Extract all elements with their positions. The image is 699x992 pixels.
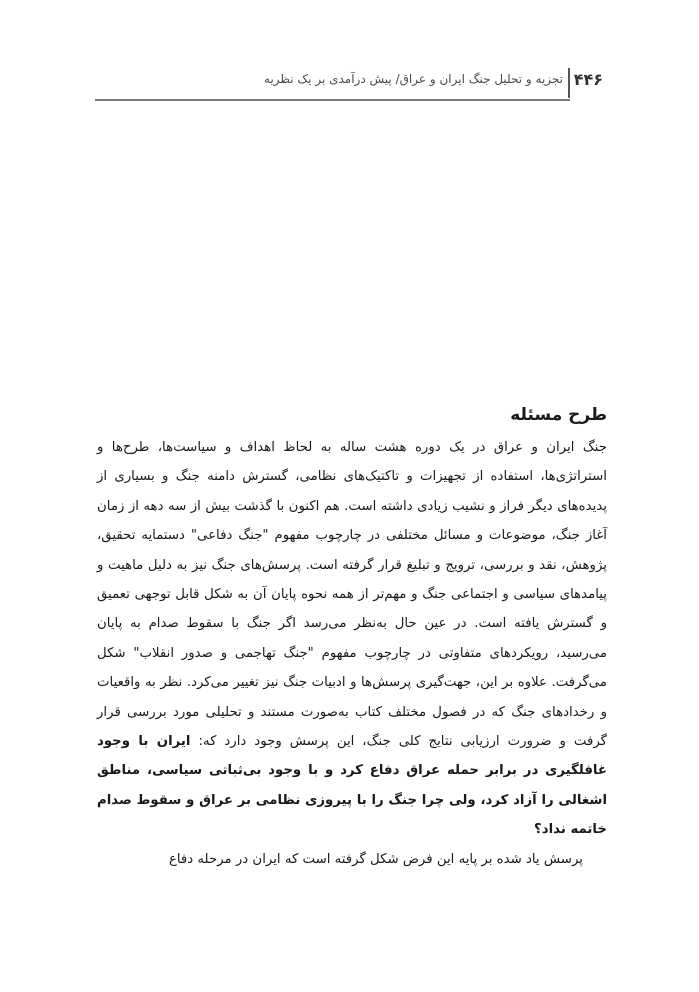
page-content xyxy=(97,400,607,874)
running-title: تجزیه و تحلیل جنگ ایران و عراق/ پیش درآمدی بر یک نظریه xyxy=(264,72,563,86)
header-rule xyxy=(95,99,570,101)
research-question: ایران با وجود غافلگیری در برابر حمله عراق دفاع کرد و با وجود بی‌ثباتی سیاسی، مناطق اشغالی را آزاد کرد، ولی چرا جنگ را با پیروزی نظامی بر عراق و سقوط صدام خاتمه نداد؟ xyxy=(97,734,607,838)
body-paragraph xyxy=(97,433,607,845)
page-number: ۴۴۶ xyxy=(573,70,603,89)
paragraph-text: جنگ ایران و عراق در یک دوره هشت ساله به لحاظ اهداف و سیاست‌ها، طرح‌ها و استراتژی‌ها، استفاده از تجهیزات و تاکتیک‌های نظامی، گسترش دامنه جنگ و بسیاری از پدیده‌های دیگر فراز و نشیب زیادی داشته است. هم اکنون با گذشت بیش از سه دهه از زمان آغاز جنگ، موضوعات و مسائل مختلفی در چارچوب مفهوم "جنگ دفاعی" دستمایه تحقیق، پژوهش، نقد و بررسی، ترویج و تبلیغ قرار گرفته است. پرسش‌های جنگ نیز به دلیل ماهیت و پیامدهای سیاسی و اجتماعی جنگ و مهم‌تر از همه نحوه پایان آن به شکل قابل توجهی تعمیق و گسترش یافته است. در عین حال به‌نظر می‌رسد اگر جنگ با سقوط صدام به پایان می‌رسید، رویکردهای متفاوتی در چارچوب مفهوم "جنگ تهاجمی و صدور انقلاب" شکل می‌گرفت. علاوه بر این، جهت‌گیری پرسش‌ها و ادبیات جنگ نیز تغییر می‌کرد. نظر به واقعیات و رخدادهای جنگ که در فصول مختلف کتاب به‌صورت مستند و تحلیلی مورد بررسی قرار گرفت و ضرورت ارزیابی نتایج کلی جنگ، این پرسش وجود دارد که: xyxy=(97,440,608,750)
running-header xyxy=(95,58,607,102)
section-title: طرح مسئله xyxy=(510,405,607,425)
body-paragraph-2: پرسش یاد شده بر پایه این فرض شکل گرفته است که ایران در مرحله دفاع xyxy=(168,851,583,867)
header-divider xyxy=(568,68,570,98)
